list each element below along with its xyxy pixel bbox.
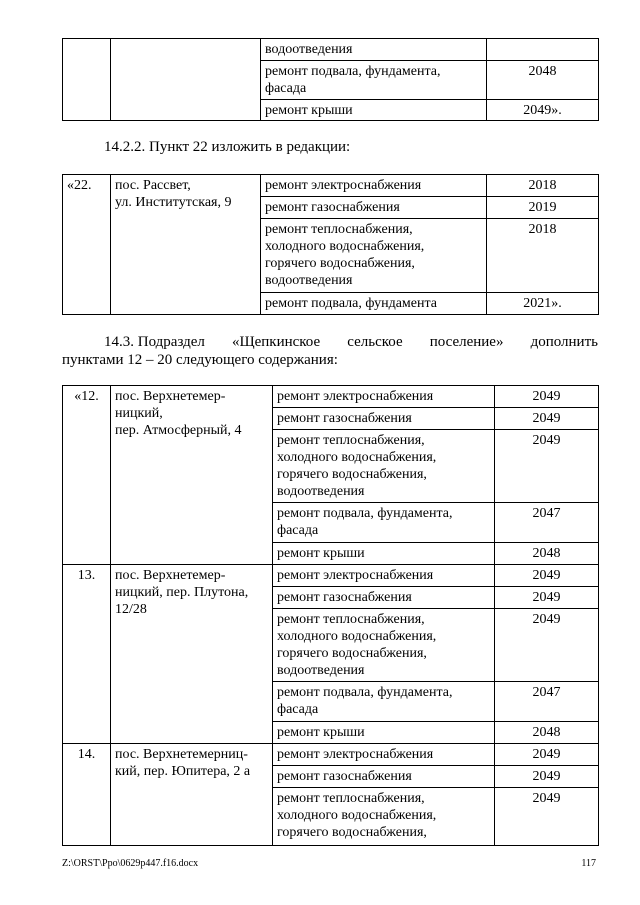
table-item-22 xyxy=(62,174,599,315)
work-cell: ремонт газоснабжения xyxy=(273,587,495,609)
word: «Щепкинское xyxy=(231,334,321,350)
work-cell: ремонт крыши xyxy=(273,722,495,744)
year-cell: 2049 xyxy=(495,565,599,587)
work-cell: ремонт электроснабжения xyxy=(261,175,487,197)
work-cell: ремонт электроснабжения xyxy=(273,744,495,766)
year-cell: 2018 xyxy=(487,175,599,197)
year-cell: 2049 xyxy=(495,766,599,788)
address-cell: пос. Верхнетемер- ницкий, пер. Атмосферный, 4 xyxy=(111,386,273,565)
number-cell: 14. xyxy=(63,744,111,846)
year-cell: 2048 xyxy=(495,722,599,744)
work-cell: ремонт теплоснабжения, холодного водоснабжения, горячего водоснабжения, водоотведения xyxy=(261,219,487,293)
year-cell: 2049 xyxy=(495,744,599,766)
table-continuation xyxy=(62,38,599,121)
word: 14.3. Подраздел xyxy=(104,334,205,350)
address-cell: пос. Верхнетемерниц- кий, пер. Юпитера, 2 а xyxy=(111,744,273,846)
paragraph-14-3-line1 xyxy=(62,333,598,351)
year-cell: 2048 xyxy=(495,543,599,565)
work-cell: ремонт подвала, фундамента, фасада xyxy=(273,682,495,722)
word: дополнить xyxy=(530,334,598,350)
work-cell: ремонт теплоснабжения, холодного водоснабжения, горячего водоснабжения, xyxy=(273,788,495,846)
paragraph-14-3-line2: пунктами 12 – 20 следующего содержания: xyxy=(62,352,338,368)
work-cell: ремонт крыши xyxy=(273,543,495,565)
year-cell: 2049 xyxy=(495,408,599,430)
table-items-12-20 xyxy=(62,385,599,846)
work-cell: ремонт крыши xyxy=(261,100,487,121)
footer-page-number: 117 xyxy=(581,858,596,869)
paragraph-14-3 xyxy=(62,333,598,369)
year-cell: 2049». xyxy=(487,100,599,121)
year-cell xyxy=(487,39,599,61)
work-cell: ремонт электроснабжения xyxy=(273,565,495,587)
year-cell: 2049 xyxy=(495,788,599,846)
work-cell: ремонт газоснабжения xyxy=(273,408,495,430)
year-cell: 2019 xyxy=(487,197,599,219)
number-cell: «12. xyxy=(63,386,111,565)
year-cell: 2049 xyxy=(495,587,599,609)
footer-file-path: Z:\ORST\Ppo\0629p447.f16.docx xyxy=(62,858,199,869)
address-cell xyxy=(111,39,261,121)
work-cell: ремонт электроснабжения xyxy=(273,386,495,408)
work-cell: ремонт подвала, фундамента, фасада xyxy=(261,61,487,100)
work-cell: ремонт подвала, фундамента, фасада xyxy=(273,503,495,543)
year-cell: 2049 xyxy=(495,609,599,682)
year-cell: 2048 xyxy=(487,61,599,100)
work-cell: ремонт газоснабжения xyxy=(261,197,487,219)
year-cell: 2047 xyxy=(495,503,599,543)
address-cell: пос. Рассвет, ул. Институтская, 9 xyxy=(111,175,261,315)
year-cell: 2047 xyxy=(495,682,599,722)
work-cell: ремонт газоснабжения xyxy=(273,766,495,788)
address-cell: пос. Верхнетемер- ницкий, пер. Плутона, 12/28 xyxy=(111,565,273,744)
paragraph-14-2-2: 14.2.2. Пункт 22 изложить в редакции: xyxy=(104,139,351,155)
year-cell: 2021». xyxy=(487,293,599,315)
number-cell xyxy=(63,39,111,121)
work-cell: водоотведения xyxy=(261,39,487,61)
work-cell: ремонт теплоснабжения, холодного водоснабжения, горячего водоснабжения, водоотведения xyxy=(273,430,495,503)
work-cell: ремонт теплоснабжения, холодного водоснабжения, горячего водоснабжения, водоотведения xyxy=(273,609,495,682)
year-cell: 2018 xyxy=(487,219,599,293)
word: сельское xyxy=(347,334,403,350)
work-cell: ремонт подвала, фундамента xyxy=(261,293,487,315)
number-cell: «22. xyxy=(63,175,111,315)
year-cell: 2049 xyxy=(495,430,599,503)
number-cell: 13. xyxy=(63,565,111,744)
year-cell: 2049 xyxy=(495,386,599,408)
word: поселение» xyxy=(429,334,504,350)
